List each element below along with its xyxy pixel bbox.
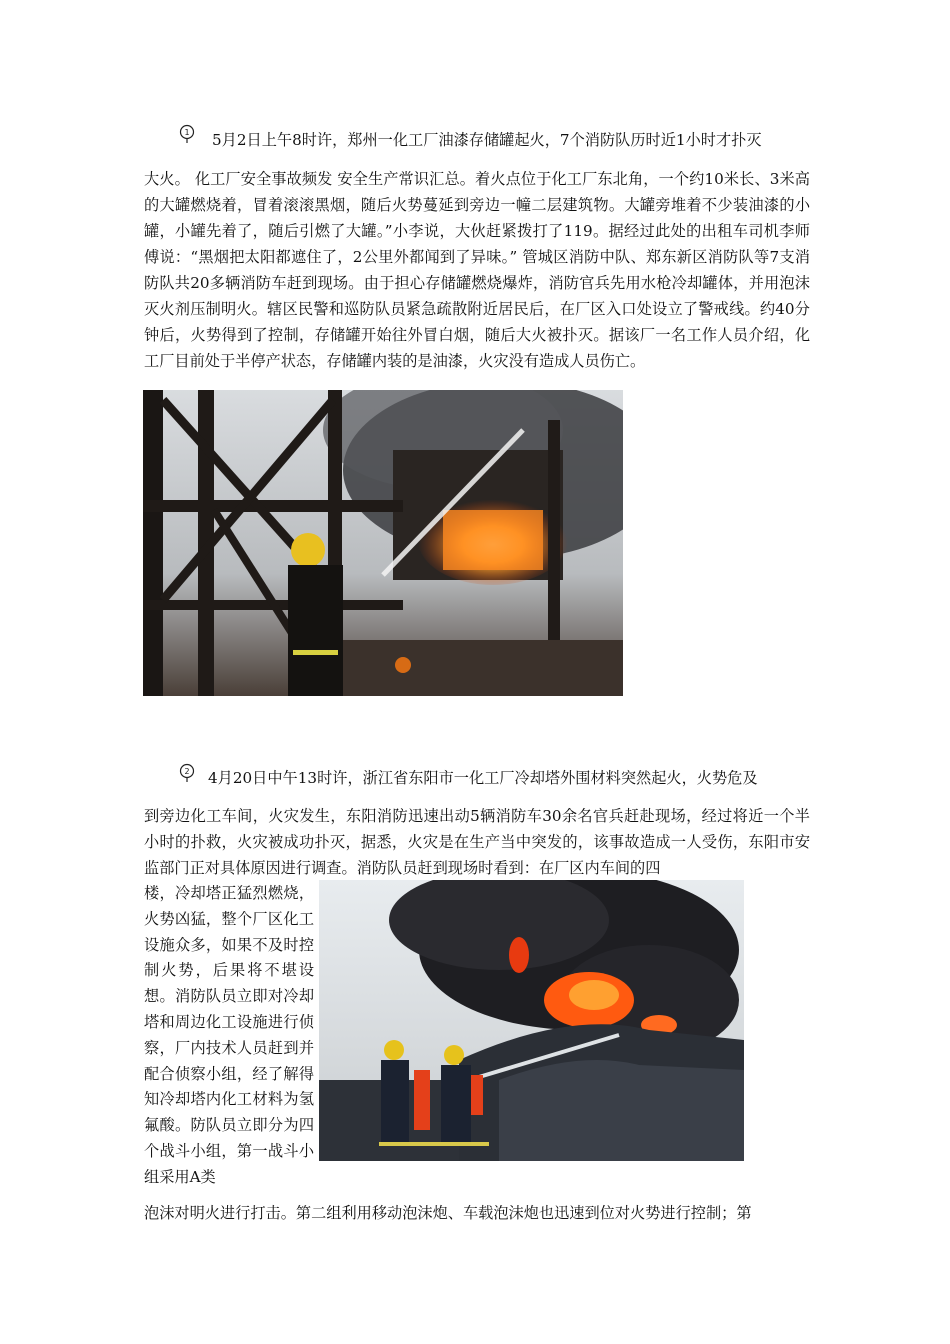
cooling-tower-fire-photo xyxy=(319,880,744,1161)
marker-number: 1 xyxy=(184,128,190,137)
marker-number: 2 xyxy=(184,767,190,776)
incident2-last-line: 泡沫对明火进行打击。第二组利用移动泡沫炮、车载泡沫炮也迅速到位对火势进行控制；第 xyxy=(144,1204,752,1222)
balloon-marker-icon xyxy=(178,763,198,783)
incident2-side-text: 楼，冷却塔正猛烈燃烧，火势凶猛，整个厂区化工设施众多，如果不及时控制火势，后果将不堪设想。消防队员立即对冷却塔和周边化工设施进行侦察，厂内技术人员赶到并配合侦察小组，经了解得知冷却塔内化工材料为氢氟酸。防队员立即分为四个战斗小组，第一战斗小组采用A类 xyxy=(144,884,314,1186)
incident2-first-line: 4月20日中午13时许，浙江省东阳市一化工厂冷却塔外围材料突然起火，火势危及 xyxy=(208,769,758,787)
incident1-first-line: 5月2日上午8时许，郑州一化工厂油漆存储罐起火，7个消防队历时近1小时才扑灭 xyxy=(212,131,762,149)
incident2-body: 到旁边化工车间，火灾发生，东阳消防迅速出动5辆消防车30余名官兵赶赴现场，经过将近一个半小时的扑救，火灾被成功扑灭，据悉，火灾是在生产当中突发的，该事故造成一人受伤，东阳市安监部门正对具体原因进行调查。消防队员赶到现场时看到：在厂区内车间的四 xyxy=(144,807,810,877)
fire-tank-photo xyxy=(143,390,623,696)
balloon-marker-icon xyxy=(178,124,198,144)
incident1-body: 大火。 化工厂安全事故频发 安全生产常识汇总。着火点位于化工厂东北角，一个约10米长、3米高的大罐燃烧着，冒着滚滚黑烟，随后火势蔓延到旁边一幢二层建筑物。大罐旁堆着不少装油漆的小罐，小罐先着了，随后引燃了大罐。”小李说，大伙赶紧拨打了119。据经过此处的出租车司机李师傅说：“黑烟把太阳都遮住了，2公里外都闻到了异味。” 管城区消防中队、郑东新区消防队等7支消防队共20多辆消防车赶到现场。由于担心存储罐燃烧爆炸，消防官兵先用水枪冷却罐体，并用泡沫灭火剂压制明火。辖区民警和巡防队员紧急疏散附近居民后，在厂区入口处设立了警戒线。约40分钟后，火势得到了控制，存储罐开始往外冒白烟，随后大火被扑灭。据该厂一名工作人员介绍，化工厂目前处于半停产状态，存储罐内装的是油漆，火灾没有造成人员伤亡。 xyxy=(144,170,810,370)
